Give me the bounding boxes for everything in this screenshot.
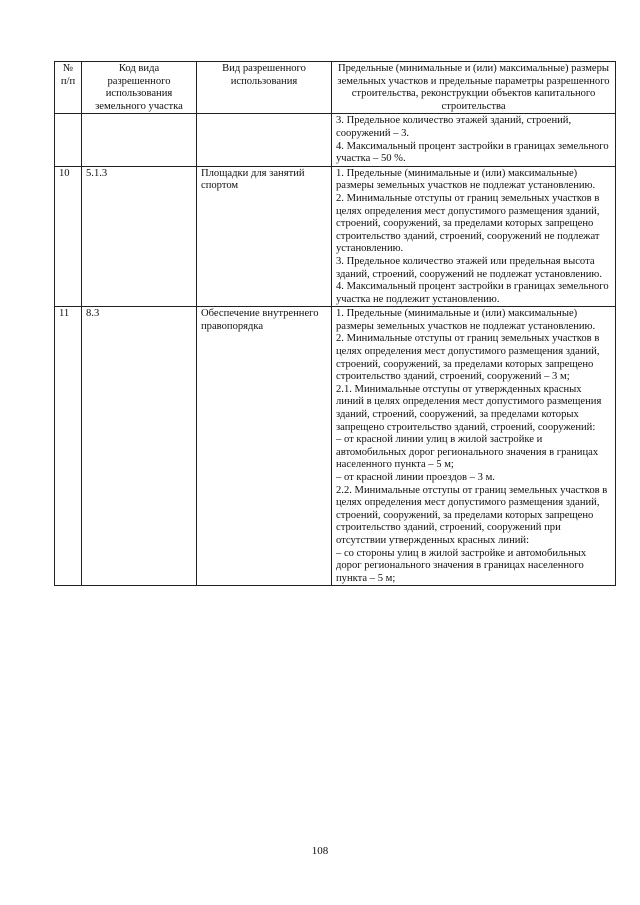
table-row xyxy=(55,114,616,166)
table-row xyxy=(55,307,616,586)
cell-use-type: Площадки для занятий спортом xyxy=(197,166,332,307)
cell-number: 10 xyxy=(55,166,82,307)
cell-parameters xyxy=(332,307,616,586)
header-parameters: Предельные (минимальные и (или) максимальные) размеры земельных участков и предельные параметры разрешенного строительства, реконструкции объектов капитального строительства xyxy=(332,62,616,114)
parameter-item: – со стороны улиц в жилой застройке и автомобильных дорог регионального значения в границах населенного пункта – 5 м; xyxy=(336,547,587,584)
parameter-item: 4. Максимальный процент застройки в границах земельного участка не подлежит установлению. xyxy=(336,281,609,305)
parameter-item: – от красной линии проездов – 3 м. xyxy=(336,472,495,483)
cell-parameters xyxy=(332,166,616,307)
page-number: 108 xyxy=(311,845,329,857)
parameter-item: 3. Предельное количество этажей зданий, строений, сооружений – 3. xyxy=(336,115,572,139)
cell-number: 11 xyxy=(55,307,82,586)
cell-parameters xyxy=(332,114,616,166)
parameter-item: 2. Минимальные отступы от границ земельных участков в целях определения мест допустимого размещения зданий, строений, сооружений, за пределами которых запрещено строительство зданий, строений, сооружений не подлежат установлению. xyxy=(336,192,600,255)
cell-use-code: 8.3 xyxy=(82,307,197,586)
parameter-item: – от красной линии улиц в жилой застройке и автомобильных дорог регионального значения в границах населенного пункта – 5 м; xyxy=(336,434,599,471)
parameter-item: 1. Предельные (минимальные и (или) максимальные) размеры земельных участков не подлежат установлению. xyxy=(336,167,596,192)
table-header-row xyxy=(55,62,616,114)
parameter-item: 3. Предельное количество этажей или предельная высота зданий, строений, сооружений не подлежат установлению. xyxy=(336,255,602,280)
cell-use-code xyxy=(82,114,197,166)
header-use-type: Вид разрешенного использования xyxy=(197,62,332,114)
table-row xyxy=(55,166,616,307)
header-number: № п/п xyxy=(55,62,82,114)
land-use-regulations-table xyxy=(54,61,616,586)
cell-number xyxy=(55,114,82,166)
cell-use-type: Обеспечение внутреннего правопорядка xyxy=(197,307,332,586)
parameter-item: 2.1. Минимальные отступы от утвержденных красных линий в целях определения мест допустимого размещения зданий, строений, сооружений, за пределами которых запрещено строительство зданий, строений, сооружений: xyxy=(336,383,602,433)
cell-use-code: 5.1.3 xyxy=(82,166,197,307)
cell-use-type xyxy=(197,114,332,166)
parameter-item: 2.2. Минимальные отступы от границ земельных участков в целях определения мест допустимого размещения зданий, строений, сооружений, за пределами которых запрещено строительство зданий, строений, сооружений при отсутствии утвержденных красных линий: xyxy=(336,484,608,546)
parameter-item: 4. Максимальный процент застройки в границах земельного участка – 50 %. xyxy=(336,140,609,165)
header-use-code: Код вида разрешенного использования земельного участка xyxy=(82,62,197,114)
parameter-item: 1. Предельные (минимальные и (или) максимальные) размеры земельных участков не подлежат установлению. xyxy=(336,308,596,332)
parameter-item: 2. Минимальные отступы от границ земельных участков в целях определения мест допустимого размещения зданий, строений, сооружений, за пределами которых запрещено строительство зданий, строений, сооружений – 3 м; xyxy=(336,333,600,383)
